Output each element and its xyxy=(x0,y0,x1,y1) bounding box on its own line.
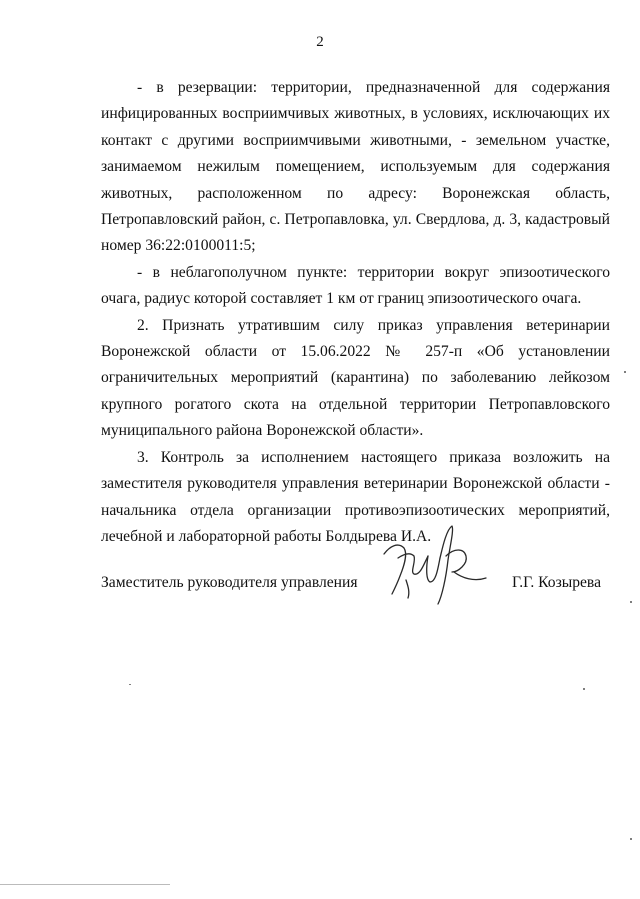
paragraph-reservation: - в резервации: территории, предназначенной для содержания инфицированных восприимчивых животных, в условиях, исключающих их контакт с другими восприимчивыми животными, - земельном участке, занимаемом нежилым помещением, используемым для содержания животных, расположенном по адресу: Воронежская область, Петропавловский район, с. Петропавловка, ул. Свердлова, д. 3, кадастровый номер 36:22:0100011:5; xyxy=(101,79,610,255)
paragraph-repeal-order: 2. Признать утратившим силу приказ управления ветеринарии Воронежской области от 15.06.2022 № 257-п «Об установлении ограничительных мероприятий (карантина) по заболеванию лейкозом крупного рогатого скота на отдельной территории Петропавловского муниципального района Воронежской области». xyxy=(101,316,610,440)
scan-speck xyxy=(630,601,632,603)
scan-speck xyxy=(583,688,585,690)
paragraph-control: 3. Контроль за исполнением настоящего приказа возложить на заместителя руководителя управления ветеринарии Воронежской области - начальника отдела организации противоэпизоотических мероприятий, лечебной и лабораторной работы Болдырева И.А. xyxy=(101,448,610,545)
document-body xyxy=(101,75,610,550)
scan-speck xyxy=(624,371,626,373)
scan-edge-line xyxy=(0,884,170,885)
scan-speck xyxy=(630,838,632,840)
paragraph-unsafe-area: - в неблагополучном пункте: территории вокруг эпизоотического очага, радиус которой составляет 1 км от границ эпизоотического очага. xyxy=(101,263,610,308)
scan-speck xyxy=(129,684,131,685)
signer-position: Заместитель руководителя управления xyxy=(101,574,358,591)
page-number: 2 xyxy=(316,34,324,50)
signature-block xyxy=(101,570,601,600)
signer-name: Г.Г. Козырева xyxy=(511,574,601,591)
